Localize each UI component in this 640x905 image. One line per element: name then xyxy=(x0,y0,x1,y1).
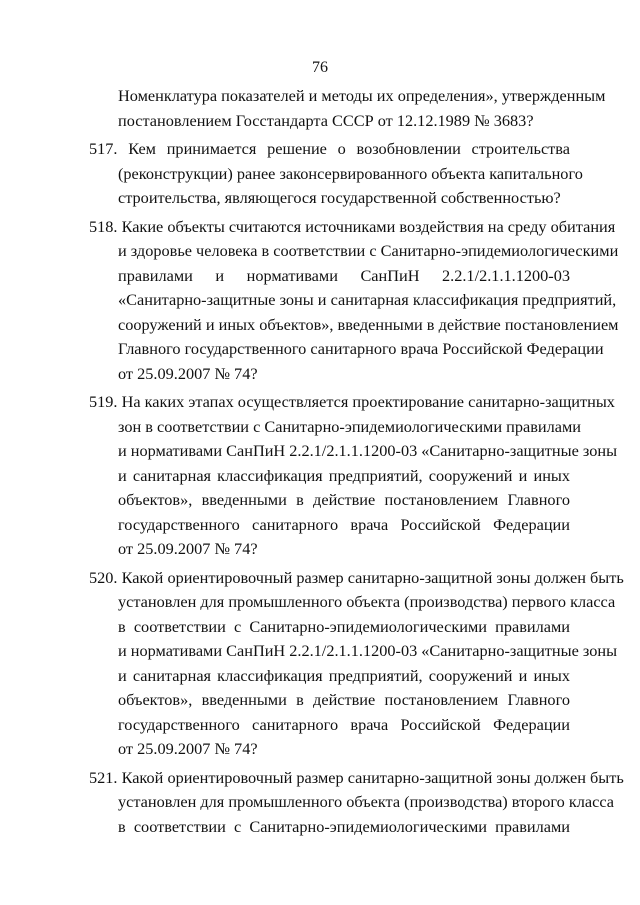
text-line: (реконструкции) ранее законсервированного объекта капитального xyxy=(118,163,583,183)
question-first-line: 517. Кем принимается решение о возобновлении строительства xyxy=(89,139,570,158)
text-line: и нормативами СанПиН 2.2.1/2.1.1.1200-03 «Санитарно-защитные зоны xyxy=(118,441,618,460)
text-line: и нормативами СанПиН 2.2.1/2.1.1.1200-03 «Санитарно-защитные зоны xyxy=(118,641,618,660)
text-line: и санитарная классификация предприятий, сооружений и иных xyxy=(118,465,570,485)
text-line: и здоровье человека в соответствии с Санитарно-эпидемиологическими xyxy=(118,241,619,260)
text-line: установлен для промышленного объекта (производства) первого класса xyxy=(118,592,616,611)
question-520 xyxy=(89,566,624,762)
text-line: «Санитарно-защитные зоны и санитарная классификация предприятий, xyxy=(118,290,617,309)
text-line: от 25.09.2007 № 74? xyxy=(118,539,258,558)
document-body xyxy=(89,84,624,839)
question-first-line: 518. Какие объекты считаются источниками воздействия на среду обитания xyxy=(89,216,616,236)
text-line: в соответствии с Санитарно-эпидемиологическими правилами xyxy=(118,816,570,836)
intro-paragraph xyxy=(118,84,606,133)
text-line: Главного государственного санитарного врача Российской Федерации xyxy=(118,339,604,358)
text-line: сооружений и иных объектов», введенными в действие постановлением xyxy=(118,314,619,334)
text-line: государственного санитарного врача Российской Федерации xyxy=(118,514,570,534)
text-line: объектов», введенными в действие постановлением Главного xyxy=(118,690,570,709)
question-first-line: 521. Какой ориентировочный размер санитарно-защитной зоны должен быть xyxy=(89,767,624,787)
text-line: строительства, являющегося государственной собственностью? xyxy=(118,188,561,207)
text-line: правилами и нормативами СанПиН 2.2.1/2.1.1.1200-03 xyxy=(118,265,570,285)
text-line: государственного санитарного врача Российской Федерации xyxy=(118,714,570,734)
text-line: в соответствии с Санитарно-эпидемиологическими правилами xyxy=(118,616,570,636)
question-519 xyxy=(89,390,618,562)
text-line: постановлением Госстандарта СССР от 12.12.1989 № 3683? xyxy=(118,110,534,130)
text-line: и санитарная классификация предприятий, сооружений и иных xyxy=(118,665,570,685)
question-first-line: 520. Какой ориентировочный размер санитарно-защитной зоны должен быть xyxy=(89,567,624,587)
question-518 xyxy=(89,215,619,387)
text-line: зон в соответствии с Санитарно-эпидемиологическими правилами xyxy=(118,416,581,436)
text-line: от 25.09.2007 № 74? xyxy=(118,739,258,758)
text-line: Номенклатура показателей и методы их определения», утвержденным xyxy=(118,86,606,105)
text-line: от 25.09.2007 № 74? xyxy=(118,363,258,383)
question-521 xyxy=(89,766,624,840)
question-517 xyxy=(89,137,583,211)
page-number: 76 xyxy=(312,59,328,76)
text-line: установлен для промышленного объекта (производства) второго класса xyxy=(118,792,615,811)
question-first-line: 519. На каких этапах осуществляется проектирование санитарно-защитных xyxy=(89,392,615,411)
text-line: объектов», введенными в действие постановлением Главного xyxy=(118,490,570,509)
